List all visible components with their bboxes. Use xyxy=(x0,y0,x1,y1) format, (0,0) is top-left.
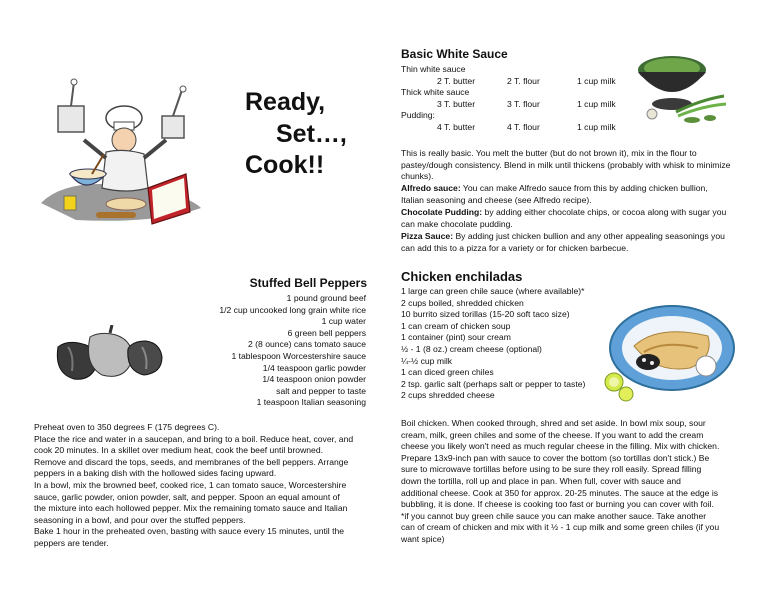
direction-line: Prepare 13x9-inch pan with sauce to cover the bottom (so tortillas don't stick.) Be xyxy=(401,452,710,463)
ingredient-item: 1/4 teaspoon garlic powder xyxy=(262,362,366,373)
chef-illustration xyxy=(36,78,226,228)
flour-amount: 3 T. flour xyxy=(507,98,540,109)
ingredient-item: 1 cup water xyxy=(321,316,366,327)
enchiladas-ingredients xyxy=(401,286,601,402)
direction-line: sure to microwave tortillas before using to be sure they roll easily. Spread filling xyxy=(401,464,702,475)
peppers-title: Stuffed Bell Peppers xyxy=(249,276,367,290)
white-sauce-label: Thin white sauce xyxy=(401,64,466,74)
ingredient-item: 1 large can green chile sauce (where available)* xyxy=(401,286,585,296)
direction-line: cheese you likely won't need as much regular cheese in the filling. Mix with chicken. xyxy=(401,441,720,452)
sauce-bowl-illustration xyxy=(628,42,728,128)
ingredient-item: 6 green bell peppers xyxy=(287,327,366,338)
variation-text: By adding just chicken bullion and any other appealing seasonings you can add this to a pizza for a variety or for chicken barbecue. xyxy=(401,231,725,253)
white-sauce-row xyxy=(401,76,631,88)
direction-line: peppers are tender. xyxy=(34,537,109,548)
white-sauce-row xyxy=(401,122,631,134)
white-sauce-title: Basic White Sauce xyxy=(401,47,508,61)
ingredient-item: ¼-½ cup milk xyxy=(401,355,453,366)
flour-amount: 4 T. flour xyxy=(507,121,540,132)
cover-title-line-3: Cook!! xyxy=(245,151,325,179)
enchiladas-title: Chicken enchiladas xyxy=(401,269,523,284)
direction-line: *if you cannot buy green chile sauce you can make another sauce. Take another xyxy=(401,510,707,521)
direction-line: cook 20 minutes. In a skillet over medium heat, cook the beef until browned. xyxy=(34,445,324,456)
direction-line: Bake 1 hour in the preheated oven, basting with sauce every 15 minutes, until the xyxy=(34,526,345,537)
ingredient-item: 1/2 cup uncooked long grain white rice xyxy=(219,304,366,315)
bell-peppers-illustration xyxy=(50,325,165,383)
white-sauce-table xyxy=(401,64,631,134)
direction-line: want spice) xyxy=(401,533,445,544)
variation-label: Alfredo sauce: xyxy=(401,183,461,193)
milk-amount: 1 cup milk xyxy=(577,98,616,109)
enchilada-plate-illustration xyxy=(598,296,738,406)
cover-title-line-1: Ready, xyxy=(245,88,326,116)
ingredient-item: 1/4 teaspoon onion powder xyxy=(262,374,366,385)
direction-line: Preheat oven to 350 degrees F (175 degrees C). xyxy=(34,422,220,432)
butter-amount: 2 T. butter xyxy=(437,75,476,86)
direction-line: seasoning in a bowl, and pour over the stuffed peppers. xyxy=(34,514,246,525)
ingredient-item: 2 cups shredded cheese xyxy=(401,390,495,401)
direction-line: sauce, garlic powder, onion powder, salt, and pepper. Spoon an equal amount of xyxy=(34,491,340,502)
direction-line: Remove and discard the tops, seeds, and membranes of the bell peppers. Arrange xyxy=(34,456,349,467)
butter-amount: 4 T. butter xyxy=(437,121,476,132)
peppers-directions xyxy=(34,422,374,550)
ingredient-item: 1 pound ground beef xyxy=(286,293,366,303)
butter-amount: 3 T. butter xyxy=(437,98,476,109)
ingredient-item: ½ - 1 (8 oz.) cream cheese (optional) xyxy=(401,343,542,354)
direction-line: additional cheese. Cook at 350 for approx. 20-25 minutes. The sauce at the edge is xyxy=(401,487,719,498)
direction-line: can of cream of chicken and mix with it ½ - 1 cup milk and some green chiles (if you xyxy=(401,522,720,533)
white-sauce-row xyxy=(401,99,631,111)
cover-title-line-2: Set…, xyxy=(276,120,347,148)
ingredient-item: 2 cups boiled, shredded chicken xyxy=(401,297,524,308)
direction-line: down the tortilla, roll up and place in pan. When full, cover with sauce and xyxy=(401,475,681,486)
direction-line: Place the rice and water in a saucepan, and bring to a boil. Reduce heat, cover, and xyxy=(34,433,354,444)
ingredient-item: 1 can cream of chicken soup xyxy=(401,320,511,331)
direction-line: peppers in a baking dish with the hollowed sides facing upward. xyxy=(34,468,277,479)
ingredient-item: 1 container (pint) sour cream xyxy=(401,332,511,343)
white-sauce-variation xyxy=(401,207,731,230)
white-sauce-variation xyxy=(401,183,731,206)
variation-label: Pizza Sauce: xyxy=(401,231,454,241)
variation-text: You can make Alfredo sauce from this by adding chicken bullion, Italian seasoning and cheese (see Alfredo recipe). xyxy=(401,183,708,205)
peppers-ingredients xyxy=(166,293,366,409)
ingredient-item: 2 (8 ounce) cans tomato sauce xyxy=(248,339,366,350)
ingredient-item: 1 can diced green chiles xyxy=(401,367,494,378)
white-sauce-variation xyxy=(401,231,731,254)
direction-line: bubbling, it is done. If cheese is cooking too fast or burning you can cover with foil. xyxy=(401,499,714,510)
variation-label: Chocolate Pudding: xyxy=(401,207,483,217)
direction-line: cream, milk, green chiles and some of the cheese. If you want to add the cream xyxy=(401,429,704,440)
milk-amount: 1 cup milk xyxy=(577,121,616,132)
variation-text: by adding either chocolate chips, or cocoa along with sugar you can make chocolate pudding. xyxy=(401,207,727,229)
enchiladas-directions xyxy=(401,418,741,546)
white-sauce-label: Thick white sauce xyxy=(401,87,470,98)
direction-line: In a bowl, mix the browned beef, cooked rice, 1 can tomato sauce, Worcestershire xyxy=(34,479,347,490)
milk-amount: 1 cup milk xyxy=(577,75,616,86)
ingredient-item: salt and pepper to taste xyxy=(276,385,366,396)
white-sauce-paragraph: This is really basic. You melt the butter (but do not brown it), mix in the flour to pastey/dough consistency. Blend in milk until thickens (probably with whisk to minimize chunks). xyxy=(401,148,731,182)
flour-amount: 2 T. flour xyxy=(507,75,540,86)
direction-line: Boil chicken. When cooked through, shred and set aside. In bowl mix soup, sour xyxy=(401,418,706,428)
direction-line: the mixture into each hollowed pepper. Mix the remaining tomato sauce and Italian xyxy=(34,503,348,514)
ingredient-item: 1 tablespoon Worcestershire sauce xyxy=(231,350,366,361)
ingredient-item: 10 burrito sized torillas (15-20 soft taco size) xyxy=(401,309,570,320)
ingredient-item: 2 tsp. garlic salt (perhaps salt or pepper to taste) xyxy=(401,378,586,389)
white-sauce-label: Pudding: xyxy=(401,110,435,121)
ingredient-item: 1 teaspoon Italian seasoning xyxy=(256,397,366,408)
